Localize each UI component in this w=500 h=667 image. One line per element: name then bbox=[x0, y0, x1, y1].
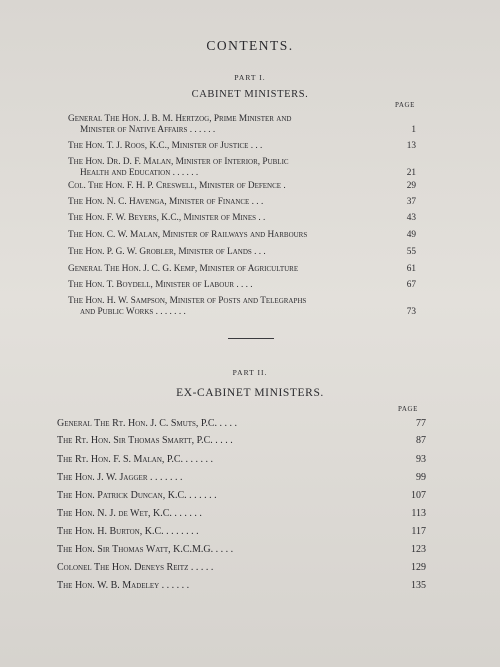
toc-entry-line: The Hon. Dr. D. F. Malan, Minister of Interior, Public bbox=[68, 157, 289, 167]
toc-entry-line: The Hon. H. Burton, K.C. . . . . . . . bbox=[57, 526, 199, 537]
toc-entry-line: The Hon. P. G. W. Grobler, Minister of Lands . . . bbox=[68, 247, 266, 257]
toc-entry-line: The Hon. H. W. Sampson, Minister of Posts and Telegraphs bbox=[68, 296, 307, 306]
toc-entry-line: The Hon. T. Boydell, Minister of Labour . . . . bbox=[68, 280, 253, 290]
toc-page-number: 113 bbox=[411, 508, 426, 519]
toc-page-number: 29 bbox=[406, 181, 416, 191]
toc-page-number: 99 bbox=[416, 472, 426, 483]
toc-entry-line: The Hon. T. J. Roos, K.C., Minister of Justice . . . bbox=[68, 141, 263, 151]
toc-page-number: 123 bbox=[411, 544, 426, 555]
part-2-label: PART II. bbox=[232, 368, 268, 377]
toc-entry-line: Col. The Hon. F. H. P. Creswell, Minister of Defence . bbox=[68, 181, 286, 191]
toc-entry-line: The Rt. Hon. F. S. Malan, P.C. . . . . . . bbox=[57, 454, 213, 465]
toc-page-number: 87 bbox=[416, 435, 426, 446]
toc-page-number: 93 bbox=[416, 454, 426, 465]
toc-page-number: 73 bbox=[406, 307, 416, 317]
contents-title: CONTENTS. bbox=[206, 38, 294, 53]
toc-page-number: 13 bbox=[406, 141, 416, 151]
toc-page-number: 37 bbox=[406, 197, 416, 207]
toc-page-number: 61 bbox=[406, 264, 416, 274]
toc-page-number: 135 bbox=[411, 580, 426, 591]
toc-entry-line: The Hon. Sir Thomas Watt, K.C.M.G. . . . . bbox=[57, 544, 234, 555]
toc-page-number: 77 bbox=[416, 418, 426, 429]
toc-entry-line: The Rt. Hon. Sir Thomas Smartt, P.C. . . . . bbox=[57, 435, 233, 446]
toc-entry-line: The Hon. N. C. Havenga, Minister of Finance . . . bbox=[68, 197, 264, 207]
toc-entry-line: The Hon. F. W. Beyers, K.C., Minister of Mines . . bbox=[68, 213, 266, 223]
toc-entry-line: The Hon. Patrick Duncan, K.C. . . . . . . bbox=[57, 490, 217, 501]
part-2-heading: EX-CABINET MINISTERS. bbox=[176, 387, 324, 399]
toc-entry-line: The Hon. J. W. Jagger . . . . . . . bbox=[57, 472, 183, 483]
toc-entry-line: Minister of Native Affairs . . . . . . bbox=[80, 125, 216, 135]
toc-entry-line: General The Hon. J. C. G. Kemp, Minister of Agriculture bbox=[68, 264, 299, 274]
part-1-heading: CABINET MINISTERS. bbox=[191, 89, 309, 100]
part-2-page-header: PAGE bbox=[398, 405, 419, 413]
toc-page-number: 129 bbox=[411, 562, 426, 573]
part-1-page-header: PAGE bbox=[395, 101, 416, 109]
toc-entry-line: Colonel The Hon. Deneys Reitz . . . . . bbox=[57, 562, 214, 573]
toc-page-number: 117 bbox=[411, 526, 426, 537]
toc-entry-line: and Public Works . . . . . . . bbox=[80, 307, 186, 317]
toc-page-number: 43 bbox=[406, 213, 416, 223]
toc-page-number: 107 bbox=[411, 490, 426, 501]
toc-page-number: 21 bbox=[406, 168, 416, 178]
toc-entry-line: The Hon. C. W. Malan, Minister of Railways and Harbours bbox=[68, 230, 308, 240]
toc-page-number: 49 bbox=[406, 230, 416, 240]
toc-entry-line: The Hon. W. B. Madeley . . . . . . bbox=[57, 580, 190, 591]
toc-page-number: 67 bbox=[406, 280, 416, 290]
part-1-label: PART I. bbox=[234, 73, 266, 82]
toc-entry-line: The Hon. N. J. de Wet, K.C. . . . . . . bbox=[57, 508, 202, 519]
toc-entry-line: General The Hon. J. B. M. Hertzog, Prime Minister and bbox=[68, 114, 292, 124]
toc-page-number: 1 bbox=[411, 125, 416, 135]
section-divider bbox=[228, 338, 274, 339]
toc-entry-line: Health and Education . . . . . . bbox=[80, 168, 199, 178]
toc-page-number: 55 bbox=[406, 247, 416, 257]
toc-entry-line: General The Rt. Hon. J. C. Smuts, P.C. . . . . bbox=[57, 418, 238, 429]
